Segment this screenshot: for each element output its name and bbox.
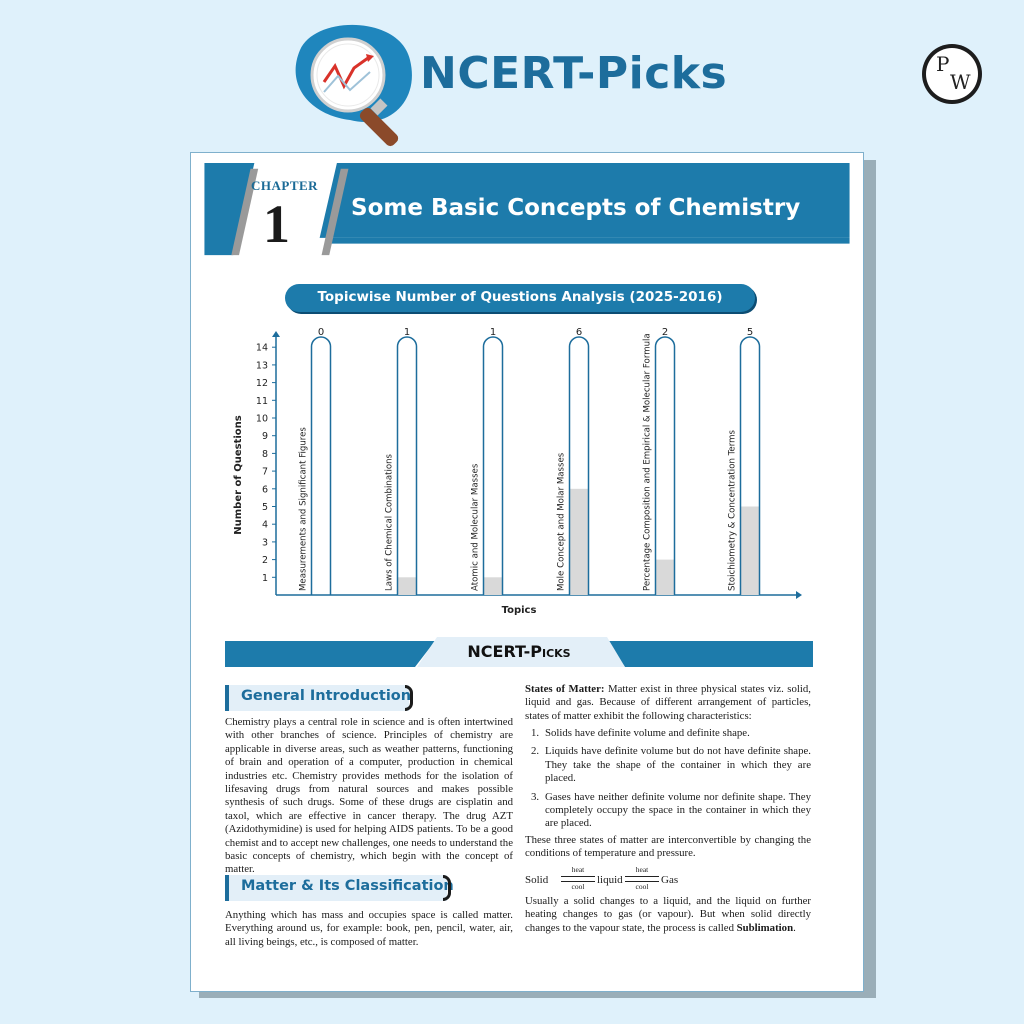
bar-tube: [484, 337, 503, 595]
list-item: 2. Liquids have definite volume but do not have definite shape. They take the shape of the container in which they are placed.: [531, 745, 811, 785]
matter-text: Anything which has mass and occupies space is called matter. Everything around us, for example: book, pen, pencil, water, air, all living beings, etc., is composed of matter.: [225, 909, 513, 948]
general-intro-text: Chemistry plays a central role in science and is often intertwined with other branches of science. Principles of chemistry are applicable in diverse areas, such as weather patterns, functioning of brain and operation of a computer, production in chemical industries etc. Chemistry provides methods for the isolation of lifesaving drugs from natural sources and makes possible synthesis of such drugs. Some of these drugs are cisplatin and taxol, which are effective in cancer therapy. The drug AZT (Azidothymidine) is used for helping AIDS patients. To be a good chemist and to accept new challenges, one needs to understand the basic concepts of chemistry, which begin with the concept of matter.: [225, 716, 513, 876]
matter-heading-text: Matter & Its Classification: [241, 878, 454, 894]
states-list: [525, 727, 811, 836]
document-page: [190, 152, 864, 992]
y-tick-label: 13: [255, 360, 268, 372]
eq-heat-1: heat: [571, 865, 585, 874]
x-axis-arrow: [796, 591, 802, 599]
states-lead: States of Matter:: [525, 683, 605, 695]
category-label: Mole Concept and Molar Masses: [556, 452, 567, 591]
bar-tube: [312, 337, 331, 595]
sublimation-term: Sublimation: [736, 921, 794, 934]
eq-heat-2: heat: [635, 865, 649, 874]
eq-cool-2: cool: [635, 882, 649, 891]
bar-fill: [741, 507, 760, 596]
y-tick-label: 11: [255, 395, 268, 407]
y-tick-label: 9: [261, 431, 268, 443]
brand-title: NCERT-Picks: [420, 48, 728, 99]
bar-value-label: 2: [661, 327, 669, 338]
y-tick-label: 10: [255, 413, 268, 425]
analysis-title: Topicwise Number of Questions Analysis (2025-2016): [317, 289, 723, 305]
category-label: Measurements and Significant Figures: [298, 427, 309, 591]
category-label: Atomic and Molecular Masses: [470, 463, 481, 591]
sublimation-text: [525, 895, 811, 935]
sublimation-text-end: .: [793, 921, 796, 934]
y-tick-label: 5: [261, 502, 268, 513]
category-label: Percentage Composition and Empirical & Molecular Formula: [642, 333, 653, 591]
y-tick-label: 1: [261, 572, 268, 584]
ncert-picks-heading: [225, 642, 813, 661]
bar-tube: [656, 337, 675, 595]
y-tick-label: 12: [255, 378, 268, 390]
interconvert-text: These three states of matter are interconvertible by changing the conditions of temperature and pressure.: [525, 834, 811, 860]
eq-gas: Gas: [661, 874, 679, 886]
states-intro-text: Matter exist in three physical states viz. solid, liquid and gas. Because of different arrangement of particles, states of matter exhibit the following characteristics:: [525, 683, 811, 722]
list-item: 1. Solids have definite volume and definite shape.: [531, 727, 750, 739]
general-intro-heading-text: General Introduction: [241, 688, 412, 704]
y-tick-label: 4: [261, 519, 268, 531]
states-intro: [525, 683, 811, 723]
y-tick-label: 8: [261, 448, 268, 460]
bar-fill: [656, 560, 675, 595]
bar-fill: [570, 489, 589, 595]
chapter-number: 1: [263, 194, 290, 254]
ncert-picks-heading-part1: NCERT-: [467, 642, 531, 661]
bar-value-label: 1: [403, 327, 411, 338]
eq-cool-1: cool: [571, 882, 585, 891]
general-intro-heading: [225, 685, 412, 711]
ncert-picks-heading-part2: Picks: [530, 642, 571, 661]
bar-tube: [398, 337, 417, 595]
list-item: 3. Gases have neither definite volume nor definite shape. They completely occupy the space in the container in which they are placed.: [531, 790, 811, 830]
bar-value-label: 6: [575, 327, 583, 338]
magnifier-logo-icon: [280, 20, 430, 150]
matter-heading: [225, 875, 454, 901]
sublimation-text-main: Usually a solid changes to a liquid, and the liquid on further heating changes to gas (or vapour). But when solid directly changes to the vapour state, the process is called: [525, 895, 811, 934]
analysis-title-pill: [285, 284, 755, 312]
topic-questions-chart: [221, 325, 811, 625]
bar-value-label: 0: [317, 327, 325, 338]
category-label: Laws of Chemical Combinations: [384, 453, 395, 591]
bar-value-label: 1: [489, 327, 497, 338]
state-change-equation: [525, 865, 825, 895]
category-label: Stoichiometry & Concentration Terms: [727, 430, 738, 591]
y-tick-label: 2: [261, 555, 268, 567]
y-tick-label: 14: [255, 342, 268, 354]
eq-solid: Solid: [525, 874, 549, 886]
chapter-title: Some Basic Concepts of Chemistry: [351, 195, 801, 221]
y-tick-label: 7: [261, 466, 268, 478]
y-axis-arrow: [272, 331, 280, 337]
y-tick-label: 6: [261, 484, 268, 496]
y-axis-label: Number of Questions: [233, 415, 244, 535]
x-axis-label: Topics: [501, 605, 537, 616]
bar-fill: [484, 577, 503, 595]
pw-logo-icon: P W: [922, 44, 982, 104]
bar-fill: [398, 577, 417, 595]
chapter-label: CHAPTER: [251, 178, 319, 193]
bar-value-label: 5: [746, 327, 754, 338]
y-tick-label: 3: [261, 537, 268, 549]
eq-liquid: liquid: [597, 874, 623, 886]
